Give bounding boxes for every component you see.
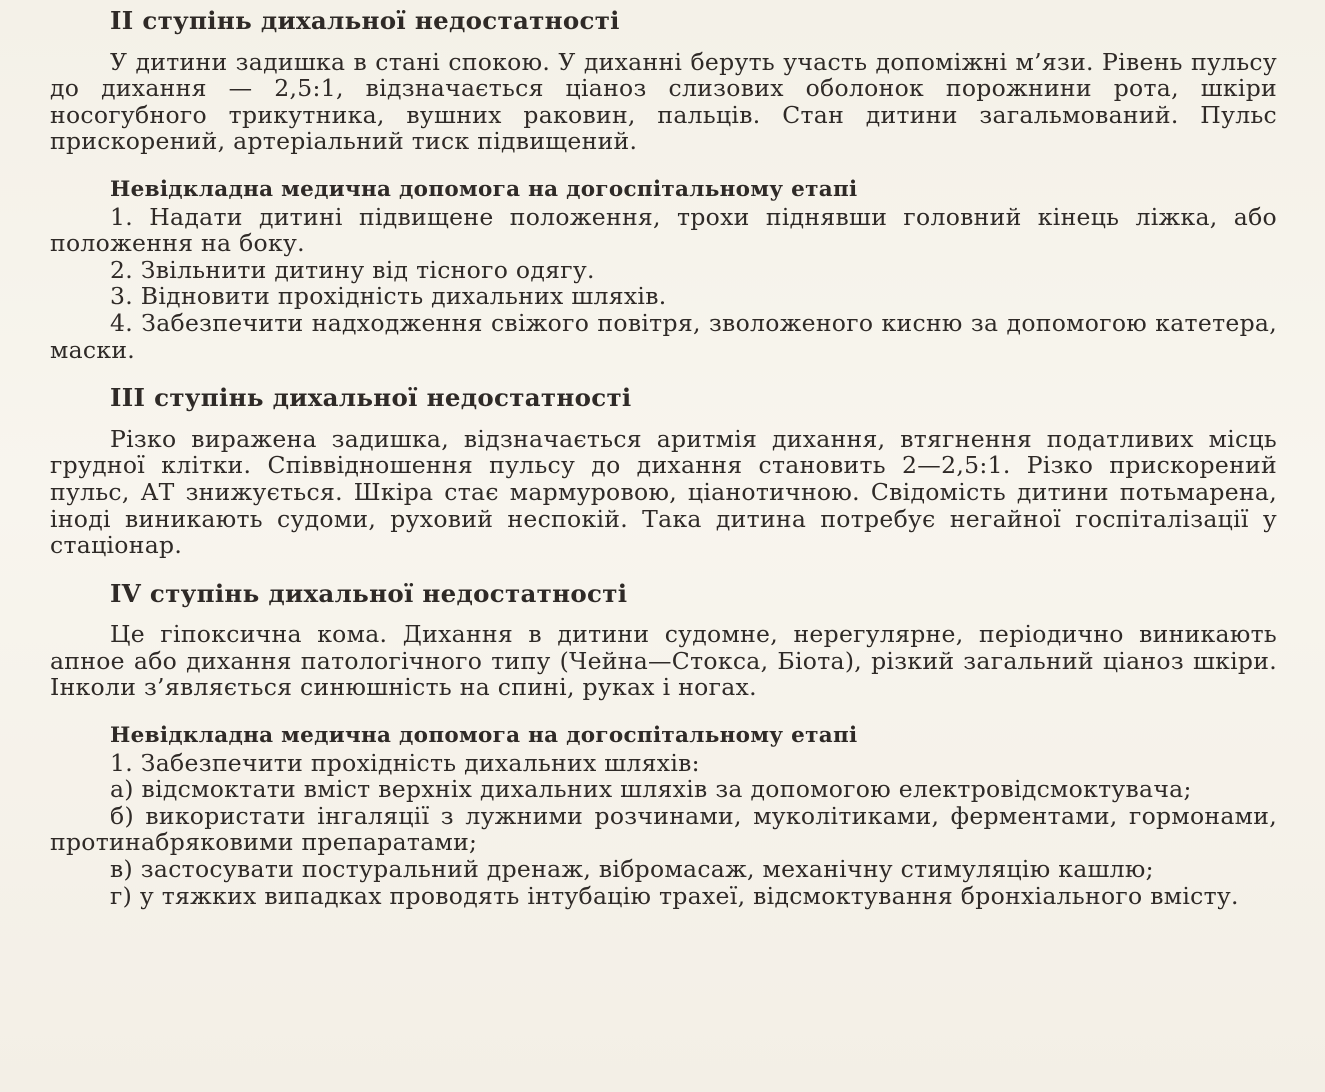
stage-4-description: Це гіпоксична кома. Дихання в дитини судомне, нерегулярне, періодично виникають апное або дихання патологічного типу (Чейна—Стокса, Біота), різкий загальний ціаноз шкіри. Інколи з’являється синюшність на спині, руках і ногах.	[50, 620, 1277, 702]
aid-item-stage-4-b: б) використати інгаляції з лужними розчинами, муколітиками, ферментами, гормонами, протинабряковими препаратами;	[50, 801, 1277, 857]
section-stage-4	[50, 578, 1277, 910]
aid-item-stage-2-2: 2. Звільнити дитину від тісного одягу.	[110, 255, 595, 284]
section-title-stage-2: II ступінь дихальної недостатності	[110, 6, 620, 35]
section-stage-3	[50, 385, 1277, 559]
section-title-stage-3: III ступінь дихальної недостатності	[110, 383, 632, 413]
aid-item-stage-4-c: в) застосувати постуральний дренаж, вібромасаж, механічну стимуляцію кашлю;	[110, 855, 1154, 884]
aid-title-stage-4: Невідкладна медична допомога на догоспітальному етапі	[110, 723, 858, 749]
stage-2-description: У дитини задишка в стані спокою. У диханні беруть участь допоміжні м’язи. Рівень пульсу до дихання — 2,5:1, відзначається ціаноз слизових оболонок порожнини рота, шкіри носогубного трикутника, вушних раковин, пальців. Стан дитини загальмований. Пульс прискорений, артеріальний тиск підвищений.	[50, 47, 1277, 156]
aid-item-stage-4-a: а) відсмоктати вміст верхніх дихальних шляхів за допомогою електровідсмоктувача;	[110, 775, 1192, 804]
aid-item-stage-2-3: 3. Відновити прохідність дихальних шляхів.	[110, 282, 667, 311]
aid-item-stage-4-1: 1. Забезпечити прохідність дихальних шляхів:	[110, 748, 700, 777]
section-title-stage-4: IV ступінь дихальної недостатності	[110, 578, 628, 608]
stage-3-description: Різко виражена задишка, відзначається аритмія дихання, втягнення податливих місць грудної клітки. Співвідношення пульсу до дихання становить 2—2,5:1. Різко прискорений пульс, АТ знижується. Шкіра стає мармуровою, ціанотичною. Свідомість дитини потьмарена, іноді виникають судоми, руховий неспокій. Така дитина потребує негайної госпіталізації у стаціонар.	[50, 424, 1277, 560]
aid-item-stage-2-4: 4. Забезпечити надходження свіжого повітря, зволоженого кисню за допомогою катетера, маски.	[50, 308, 1277, 364]
aid-title-stage-2: Невідкладна медична допомога на догоспітальному етапі	[110, 176, 858, 202]
aid-item-stage-2-1: 1. Надати дитині підвищене положення, трохи піднявши головний кінець ліжка, або положення на боку.	[50, 202, 1277, 258]
section-stage-2	[50, 8, 1277, 363]
aid-item-stage-4-d: г) у тяжких випадках проводять інтубацію трахеї, відсмоктування бронхіального вмісту.	[110, 881, 1239, 910]
